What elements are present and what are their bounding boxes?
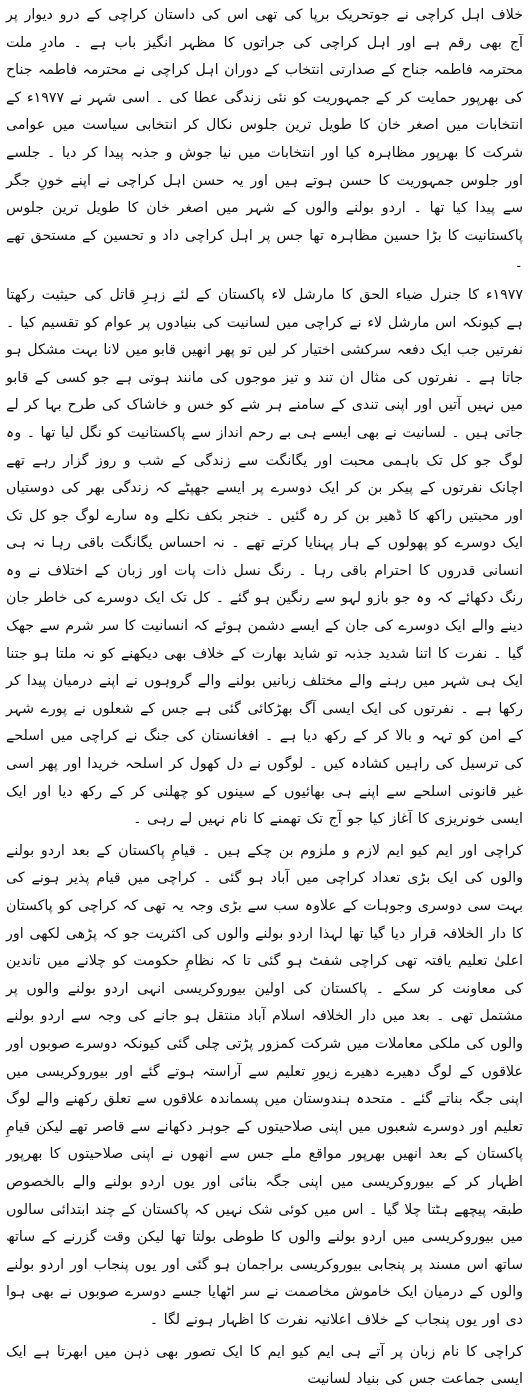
paragraph-martial-law: ۱۹۷۷ء کا جنرل ضیاء الحق کا مارشل لاء پاکستان کے لئے زہرِ قاتل کی حیثیت رکھتا ہے کیونکہ اس مارشل لاء نے کراچی میں لسانیت کی بنیادوں پر عوام کو تقسیم کیا ۔ نفرتیں جب ایک دفعہ سرکشی اختیار کر لیں تو پھر انھیں قابو میں لانا بہت مشکل ہو جاتا ہے ۔ نفرتوں کی مثال ان تند و تیز موجوں کی مانند ہوتی ہے جو کسی کے قابو میں نہیں آتیں اور اپنی تندی کے سامنے ہر شے کو خس و خاشاک کی طرح بہا کر لے جاتی ہیں ۔ لسانیت نے بھی ایسے ہی بے رحم انداز سے پاکستانیت کو نگل لیا تھا ۔ وہ لوگ جو کل تک باہمی محبت اور یگانگت سے زندگی کے شب و روز گزار رہے تھے اچانک نفرتوں کے پیکر بن کر ایک دوسرے پر ایسے جھپٹے کہ زندگی بھر کی دوستیاں اور محبتیں راکھ کا ڈھیر بن کر رہ گئیں ۔ خنجر بکف نکلے وہ سارے لوگ جو کل تک ایک دوسرے کو پھولوں کے ہار پہنایا کرتے تھے ۔ نہ احساس یگانگت باقی رہا نہ ہی انسانی قدروں کا احترام باقی رہا ۔ رنگ نسل ذات پات اور زبان کے اختلاف نے وہ رنگ دکھائے کہ وہ جو بازو لہو سے رنگین ہو گئے ۔ کل تک ایک دوسرے کی خاطر جان دینے والے ایک دوسرے کی جان کے ایسے دشمن ہوئے کہ انسانیت کا سر شرم سے جھک گیا ۔ نفرت کا اتنا شدید جذبہ تو شاید بھارت کے خلاف بھی دیکھنے کو نہ ملتا ہو جتنا ایک ہی شہر میں رہنے والے مختلف زبانیں بولنے والے گروہوں نے اپنے درمیان پیدا کر رکھا ہے ۔ نفرتوں کی ایک ایسی آگ بھڑکائی گئی ہے جس کے شعلوں نے پورے شہر کے امن کو تہہ و بالا کر کے رکھ دیا ہے ۔ افغانستان کی جنگ نے کراچی میں اسلحے کی ترسیل کی راہیں کشادہ کیں ۔ لوگوں نے دل کھول کر اسلحہ خریدا اور پھر اسی غیر قانونی اسلحے سے اپنے ہی بھائیوں کے سینوں کو چھلنی کر کے رکھ دیا اور ایک ایسی خونریزی کا آغاز کیا جو آج تک تھمنے کا نام نہیں لے رہی ۔ <box>6 286 523 828</box>
paragraph-mqm-intro: کراچی کا نام زبان پر آتے ہی ایم کیو ایم کا ایک تصور بھی ذہن میں ابھرتا ہے ایک ایسی جماعت جس کی بنیاد لسانیت <box>6 1343 523 1388</box>
paragraph-karachi-history: خلاف اہل کراچی نے جوتحریک برپا کی تھی اس کی داستان کراچی کے درو دیوار پر آج بھی رقم ہے اور اہل کراچی کی جراتوں کا مظہر انگیز باب ہے ۔ مادرِ ملت محترمہ فاطمہ جناح کے صدارتی انتخاب کے دوران اہل کراچی نے محترمہ فاطمہ جناح کی بھرپور حمایت کر کے جمہوریت کو نئی زندگی عطا کی ۔ اسی شہر نے ۱۹۷۷ء کے انتخابات میں اصغر خان کا طویل ترین جلوس نکال کر انتخابی سیاست میں عوامی شرکت کا بھرپور مظاہرہ کیا اور انتخابات میں نیا جوش و جذبہ پیدا کر دیا ۔ جلسے اور جلوس جمہوریت کا حسن ہوتے ہیں اور یہ حسن اہل کراچی نے اپنے خونِ جگر سے پیدا کیا تھا ۔ اردو بولنے والوں کے شہر میں اصغر خان کا طویل ترین جلوس پاکستانیت کا بڑا حسین مظاہرہ تھا جس پر اہل کراچی داد و تحسین کے مستحق تھے ۔ <box>6 7 523 272</box>
paragraph-karachi-mqm: کراچی اور ایم کیو ایم لازم و ملزوم بن چکے ہیں ۔ قیامِ پاکستان کے بعد اردو بولنے والوں کی ایک بڑی تعداد کراچی میں آباد ہو گئی ۔ کراچی میں قیام پذیر ہونے کی بہت سی دوسری وجوہات کے علاوہ سب سے بڑی وجہ یہ تھی کہ کراچی کو پاکستان کا دار الخلافہ قرار دیا گیا تھا لہذا اردو بولنے والوں کی اکثریت جو کہ پڑھی لکھی اور اعلیٰ تعلیم یافتہ تھی کراچی شفٹ ہو گئی تا کہ نظامِ حکومت کو چلانے میں تاندین کی معاونت کر سکے ۔ پاکستان کی اولین بیوروکریسی انہی اردو بولنے والوں پر مشتمل تھی ۔ بعد میں دار الخلافہ اسلام آباد منتقل ہو جانے کی وجہ سے اردو بولنے والوں کی ملکی معاملات میں شرکت کمزور پڑتی چلی گئی کیونکہ دوسرے صوبوں اور علاقوں کے لوگ دھیرے دھیرے زیورِ تعلیم سے آراستہ ہوتے گئے اور بیوروکریسی میں اپنی جگہ بناتے گئے ۔ متحدہ ہندوستان میں پسماندہ علاقوں سے تعلق رکھنے والے لوگ تعلیم اور دوسرے شعبوں میں اپنی صلاحیتوں کے جوہر دکھانے سے قاصر تھے لیکن قیامِ پاکستان کے بعد انھیں بھرپور مواقع ملے جس سے انھوں نے اپنی صلاحیتوں کا بھرپور اظہار کر کے بیوروکریسی میں اپنی جگہ بنائی اور یوں اردو بولنے والے بالخصوص طبقہ پیچھے ہٹتا چلا گیا ۔ اس میں کوئی شک نہیں کہ پاکستان کے چند ابتدائی سالوں میں بیوروکریسی میں اردو بولنے والوں کا طوطی بولتا تھا لیکن وقت گزرنے کے ساتھ ساتھ اس مسند پر پنجابی بیوروکریسی براجمان ہو گئی اور یوں پنجاب اور اردو بولنے والوں کے درمیان ایک خاموش مخاصمت نے سر اٹھایا جسے دوسرے صوبوں نے بھی ہوا دی اور یوں پنجاب کے خلاف اعلانیہ نفرت کا اظہار ہونے لگا ۔ <box>6 842 523 1328</box>
